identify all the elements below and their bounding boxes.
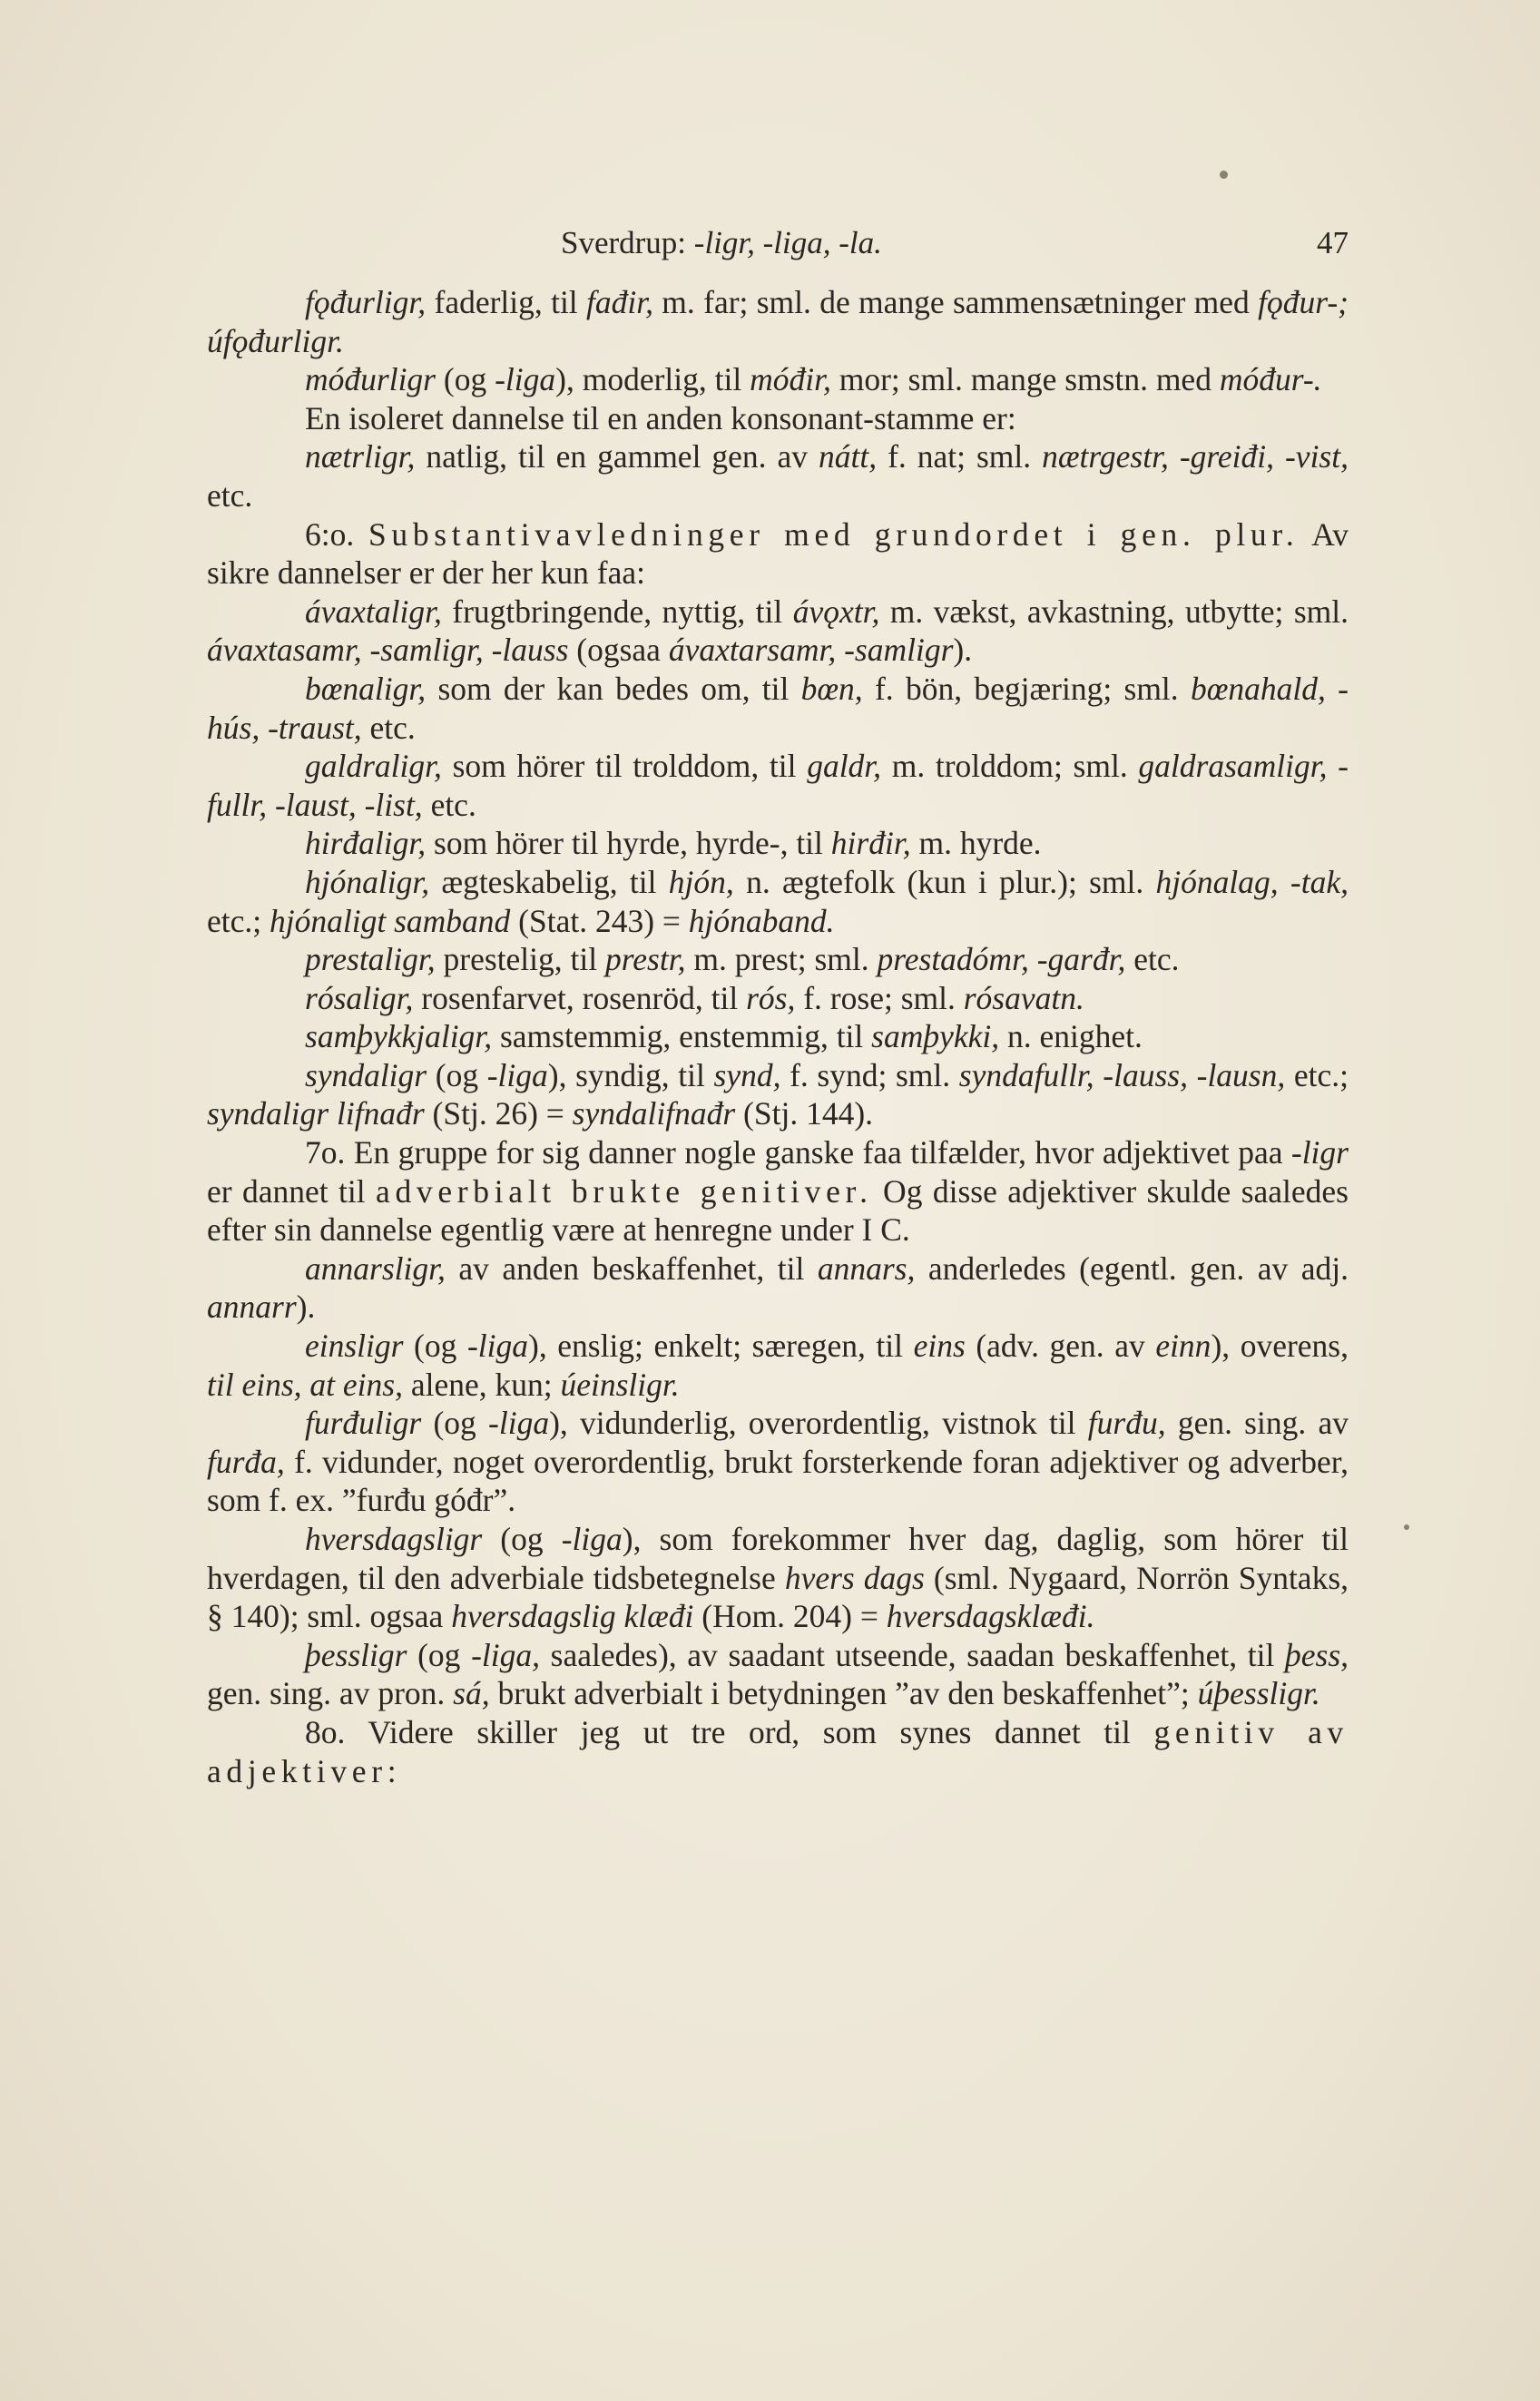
text-run: 8o. Videre skiller jeg ut tre ord, som synes dannet til (305, 1713, 1154, 1750)
italic-term: ávaxtaligr, (305, 593, 442, 630)
italic-term: móđir, (750, 361, 831, 398)
italic-term: hirđaligr, (305, 825, 427, 862)
running-header (207, 220, 1349, 266)
italic-term: fađir, (586, 284, 653, 320)
italic-term: úfǫđurligr. (207, 322, 344, 359)
text-run: ), enslig; enkelt; særegen, til (528, 1328, 914, 1365)
text-run: saaledes), av saadant utseende, saadan beskaffenhet, til (540, 1636, 1285, 1673)
text-run: etc.; (1285, 1056, 1349, 1093)
text-run: (og (436, 361, 495, 398)
text-run: (Stj. 144). (735, 1095, 874, 1132)
text-run: (ogsaa (568, 632, 669, 669)
text-run: anderledes (egentl. gen. av adj. (915, 1250, 1349, 1287)
italic-term: prestr, (605, 941, 686, 978)
text-run: (Stj. 26) = (424, 1095, 573, 1132)
text-run: gen. sing. av (1165, 1405, 1349, 1442)
text-run: etc. (361, 709, 416, 746)
text-run: f. bön, begjæring; sml. (862, 670, 1191, 707)
italic-term: galdr, (807, 748, 882, 785)
text-run: En isoleret dannelse til en anden konsonant-stamme er: (305, 399, 1016, 436)
italic-term: hjón, (668, 863, 734, 900)
paragraph (207, 1017, 1349, 1056)
italic-term: fǫđurligr, (305, 284, 427, 320)
paragraph (207, 1056, 1349, 1133)
italic-term: syndafullr, -lauss, -lausn, (958, 1056, 1286, 1093)
italic-term: furđu, (1087, 1405, 1166, 1442)
italic-term: syndaligr (305, 1056, 427, 1093)
italic-term: ávǫxtr, (792, 593, 880, 630)
italic-term: annars, (817, 1250, 916, 1287)
italic-term: bœn, (800, 670, 863, 707)
text-run: som hörer til hyrde, hyrde-, til (426, 825, 831, 862)
italic-term: samþykkjaligr, (305, 1018, 493, 1055)
text-run: ), overens, (1211, 1328, 1349, 1365)
text-run: Og disse adjektiver skulde saaledes efter sin dannelse egentlig være at henregne under I C. (207, 1172, 1349, 1249)
italic-term: hjónaband. (688, 902, 835, 939)
italic-term: -liga (486, 1056, 548, 1093)
text-run: ). (296, 1289, 316, 1326)
italic-term: fǫđur-; (1258, 284, 1349, 320)
text-run: n. ægtefolk (kun i plur.); sml. (733, 863, 1156, 900)
paragraph (207, 940, 1349, 979)
text-run: gen. sing. av pron. (207, 1675, 454, 1712)
italic-term: hversdagsligr (305, 1521, 483, 1557)
paragraph (207, 1713, 1349, 1790)
text-run: frugtbringende, nyttig, til (441, 593, 793, 630)
text-run: etc. (1125, 941, 1180, 978)
text-run: ), moderlig, til (555, 361, 750, 398)
italic-term: bœnahald, -hús, -traust, (207, 670, 1349, 746)
text-run: som hörer til trolddom, til (441, 748, 808, 785)
italic-term: þessligr (305, 1636, 407, 1673)
text-run: (og (421, 1405, 489, 1442)
running-title-suffixes: -ligr, -liga, -la. (693, 225, 882, 260)
italic-term: bœnaligr, (305, 670, 427, 707)
italic-term: hversdagsklæđi. (886, 1598, 1095, 1635)
italic-term: einn (1155, 1328, 1211, 1365)
italic-term: galdrasamligr, -fullr, -laust, -list, (207, 748, 1349, 823)
text-run: (Hom. 204) = (693, 1598, 887, 1635)
italic-term: prestaligr, (305, 941, 436, 978)
italic-term: -liga, (471, 1636, 541, 1673)
text-run: etc. (422, 786, 476, 823)
running-title-author: Sverdrup: (561, 225, 694, 260)
paragraph (207, 360, 1349, 399)
italic-term: þess, (1285, 1636, 1349, 1673)
italic-term: hversdagslig klæđi (451, 1598, 694, 1635)
italic-term: úþessligr. (1197, 1675, 1320, 1712)
italic-term: furđa, (207, 1443, 285, 1480)
spaced-emphasis: adverbialt brukte genitiver. (376, 1172, 873, 1210)
italic-term: nátt, (819, 438, 878, 475)
text-run: f. nat; sml. (877, 438, 1043, 475)
italic-term: -ligr (1290, 1134, 1349, 1171)
text-run: faderlig, til (426, 284, 586, 320)
text-run: (Stat. 243) = (510, 902, 689, 939)
text-run: 6:o. (305, 515, 368, 553)
text-run: ), som forekommer hver dag, daglig, som hörer til hverdagen, til den adverbiale tidsbetegnelse (207, 1521, 1349, 1596)
italic-term: annarr (207, 1289, 297, 1326)
text-run: mor; sml. mange smstn. med (830, 361, 1220, 398)
text-run: m. vækst, avkastning, utbytte; sml. (879, 593, 1349, 630)
text-run: brukt adverbialt i betydningen ”av den beskaffenhet”; (489, 1675, 1198, 1712)
italic-term: hirđir, (830, 825, 911, 862)
paragraph (207, 1636, 1349, 1713)
italic-term: eins (913, 1328, 966, 1365)
paragraph (207, 437, 1349, 514)
italic-term: -liga (561, 1521, 623, 1557)
text-run: (og (482, 1521, 562, 1557)
text-run: ægteskabelig, til (429, 863, 669, 900)
italic-term: nætrgestr, -greiđi, -vist, (1042, 438, 1349, 475)
speck-mark (1404, 1524, 1409, 1530)
paragraph (207, 1133, 1349, 1250)
text-run: f. synd; sml. (780, 1056, 959, 1093)
text-run: Av sikre dannelser er der her kun faa: (207, 515, 1349, 592)
italic-term: -liga (466, 1328, 528, 1365)
text-run: m. far; sml. de mange sammensætninger med (652, 284, 1259, 320)
italic-term: einsligr (305, 1328, 404, 1365)
italic-term: hvers dags (784, 1559, 925, 1596)
italic-term: til eins, at eins, (207, 1366, 403, 1403)
italic-term: synd, (713, 1056, 781, 1093)
text-run: av anden beskaffenhet, til (445, 1250, 818, 1287)
text-run: (adv. gen. av (965, 1328, 1156, 1365)
italic-term: ávaxtasamr, -samligr, -lauss (207, 632, 569, 669)
italic-term: samþykki, (871, 1018, 1000, 1055)
italic-term: -liga (495, 361, 556, 398)
text-run: f. rose; sml. (795, 979, 964, 1016)
text-run: ), vidunderlig, overordentlig, vistnok til (549, 1405, 1088, 1442)
page-number: 47 (1317, 225, 1349, 260)
paragraph (207, 1404, 1349, 1520)
italic-term: úeinsligr. (560, 1366, 680, 1403)
text-run: som der kan bedes om, til (426, 670, 801, 707)
paragraph (207, 670, 1349, 747)
text-run: m. trolddom; sml. (881, 748, 1139, 785)
paragraph (207, 283, 1349, 360)
text-run: (og (407, 1636, 472, 1673)
paragraph (207, 863, 1349, 940)
italic-term: -liga (488, 1405, 550, 1442)
italic-term: rósavatn. (963, 979, 1084, 1016)
spaced-emphasis: Substantivavledninger med grundordet i gen. plur. (368, 515, 1300, 553)
text-run: samstemmig, enstemmig, til (492, 1018, 872, 1055)
italic-term: móđur-. (1219, 361, 1322, 398)
italic-term: móđurligr (305, 361, 436, 398)
text-run: etc. (207, 476, 253, 514)
paragraph (207, 593, 1349, 670)
italic-term: rós, (746, 979, 796, 1016)
italic-term: syndaligr lifnađr (207, 1095, 425, 1132)
text-run: f. vidunder, noget overordentlig, brukt forsterkende foran adjektiver og adverber, som f. ex. ”furđu góđr”. (207, 1443, 1349, 1519)
paragraph (207, 979, 1349, 1018)
text-run: n. enighet. (999, 1018, 1143, 1055)
text-run: ). (953, 632, 973, 669)
paragraph (207, 1250, 1349, 1327)
speck-mark (1220, 171, 1228, 179)
italic-term: sá, (453, 1675, 490, 1712)
italic-term: galdraligr, (305, 748, 442, 785)
text-run: prestelig, til (435, 941, 606, 978)
italic-term: hjónalag, -tak, (1155, 863, 1349, 900)
text-run: (og (403, 1328, 467, 1365)
italic-term: hjónaligt samband (270, 902, 511, 939)
italic-term: rósaligr, (305, 979, 414, 1016)
text-run: er dannet til (207, 1172, 377, 1210)
paragraph (207, 824, 1349, 863)
italic-term: syndalifnađr (572, 1095, 736, 1132)
paragraph (207, 399, 1349, 438)
italic-term: furđuligr (305, 1405, 422, 1442)
italic-term: prestadómr, -garđr, (877, 941, 1126, 978)
text-run: m. prest; sml. (685, 941, 878, 978)
italic-term: nætrligr, (305, 438, 416, 475)
text-run: ), syndig, til (547, 1056, 714, 1093)
paragraph (207, 747, 1349, 824)
text-run: etc.; (207, 902, 270, 939)
text-run: rosenfarvet, rosenröd, til (413, 979, 747, 1016)
running-title (561, 220, 882, 266)
paragraph (207, 1327, 1349, 1404)
italic-term: ávaxtarsamr, -samligr (668, 632, 954, 669)
text-run: alene, kun; (402, 1366, 561, 1403)
text-run: (sml. Nygaard, Norrön Syntaks, § 140); sml. ogsaa (207, 1559, 1349, 1635)
text-run: m. hyrde. (910, 825, 1042, 862)
italic-term: hjónaligr, (305, 863, 430, 900)
paragraph (207, 515, 1349, 593)
italic-term: annarsligr, (305, 1250, 446, 1287)
paragraph (207, 1520, 1349, 1636)
text-run: natlig, til en gammel gen. av (415, 438, 819, 475)
text-run: (og (427, 1056, 487, 1093)
text-run: 7o. En gruppe for sig danner nogle ganske faa tilfælder, hvor adjektivet paa (305, 1134, 1291, 1171)
spaced-emphasis: genitiv av adjektiver: (207, 1713, 1349, 1789)
body-text (207, 283, 1349, 1790)
